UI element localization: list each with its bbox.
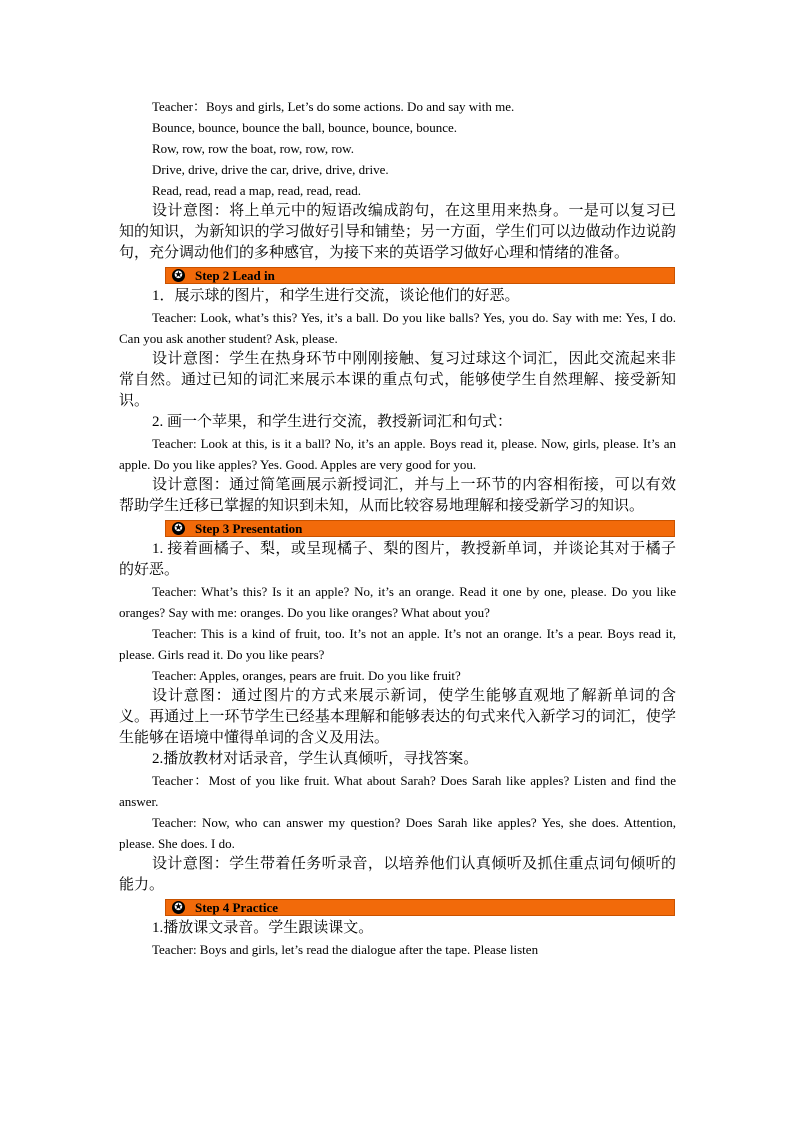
teacher-dialog: Teacher: Apples, oranges, pears are fruit. Do you like fruit? [152,668,461,683]
warmup-line: Drive, drive, drive the car, drive, drive, drive. [152,162,389,177]
step-4-header [165,899,675,916]
design-intent-paragraph: 设计意图：通过简笔画展示新授词汇，并与上一环节的内容相衔接，可以有效帮助学生迁移已掌握的知识到未知，从而比较容易地理解和接受新学习的知识。 [119,477,676,514]
design-intent-paragraph: 设计意图：学生带着任务听录音，以培养他们认真倾听及抓住重点词句倾听的能力。 [119,856,676,893]
teacher-dialog: Teacher: Look at this, is it a ball? No, it’s an apple. Boys read it, please. Now, girls, please. It’s an apple. Do you like apples? Yes. Good. Apples are very good for you. [119,436,676,472]
step-item: 2.播放教材对话录音，学生认真倾听，寻找答案。 [152,751,479,767]
step-item: 1.播放课文录音。学生跟读课文。 [152,920,374,936]
teacher-dialog: Teacher: What’s this? Is it an apple? No, it’s an orange. Read it one by one, please. Do you like oranges? Say with me: oranges. Do you like oranges? What about you? [119,584,676,620]
step-title: Step 2 Lead in [195,268,275,283]
step-item: 1．展示球的图片，和学生进行交流，谈论他们的好恶。 [152,288,520,304]
step-item: 2. 画一个苹果，和学生进行交流，教授新词汇和句式： [152,414,513,430]
star-badge-icon: ✪ [172,901,185,914]
design-intent-paragraph: 设计意图：通过图片的方式来展示新词，使学生能够直观地了解新单词的含义。再通过上一环节学生已经基本理解和能够表达的句式来代入新学习的词汇，使学生能够在语境中懂得单词的含义及用法。 [119,688,676,746]
teacher-dialog: Teacher: This is a kind of fruit, too. It’s not an apple. It’s not an orange. It’s a pear. Boys read it, please. Girls read it. Do you like pears? [119,626,676,662]
step-3-header [165,520,675,537]
design-intent-paragraph: 设计意图：学生在热身环节中刚刚接触、复习过球这个词汇，因此交流起来非常自然。通过已知的词汇来展示本课的重点句式，能够使学生自然理解、接受新知识。 [119,351,676,409]
step-2-header [165,267,675,284]
teacher-dialog: Teacher: Look, what’s this? Yes, it’s a ball. Do you like balls? Yes, you do. Say with me: Yes, I do. Can you ask another student? Ask, please. [119,310,676,346]
warmup-line: Row, row, row the boat, row, row, row. [152,141,354,156]
teacher-dialog: Teacher: Boys and girls, let’s read the dialogue after the tape. Please listen [152,942,539,957]
teacher-dialog: Teacher: Now, who can answer my question? Does Sarah like apples? Yes, she does. Attention, please. She does. I do. [119,815,676,851]
teacher-dialog: Teacher：Most of you like fruit. What about Sarah? Does Sarah like apples? Listen and find the answer. [119,773,676,809]
document-page [119,96,676,960]
star-badge-icon: ✪ [172,269,185,282]
step-title: Step 4 Practice [195,900,279,915]
design-intent-paragraph: 设计意图：将上单元中的短语改编成韵句，在这里用来热身。一是可以复习已知的知识，为新知识的学习做好引导和铺垫；另一方面，学生们可以边做动作边说韵句，充分调动他们的多种感官，为接下来的英语学习做好心理和情绪的准备。 [119,203,676,261]
star-badge-icon: ✪ [172,522,185,535]
step-item: 1. 接着画橘子、梨，或呈现橘子、梨的图片，教授新单词，并谈论其对于橘子的好恶。 [119,541,676,578]
warmup-line: Bounce, bounce, bounce the ball, bounce, bounce, bounce. [152,120,458,135]
warmup-line: Teacher：Boys and girls, Let’s do some actions. Do and say with me. [152,99,515,114]
step-title: Step 3 Presentation [195,521,303,536]
warmup-line: Read, read, read a map, read, read, read. [152,183,361,198]
